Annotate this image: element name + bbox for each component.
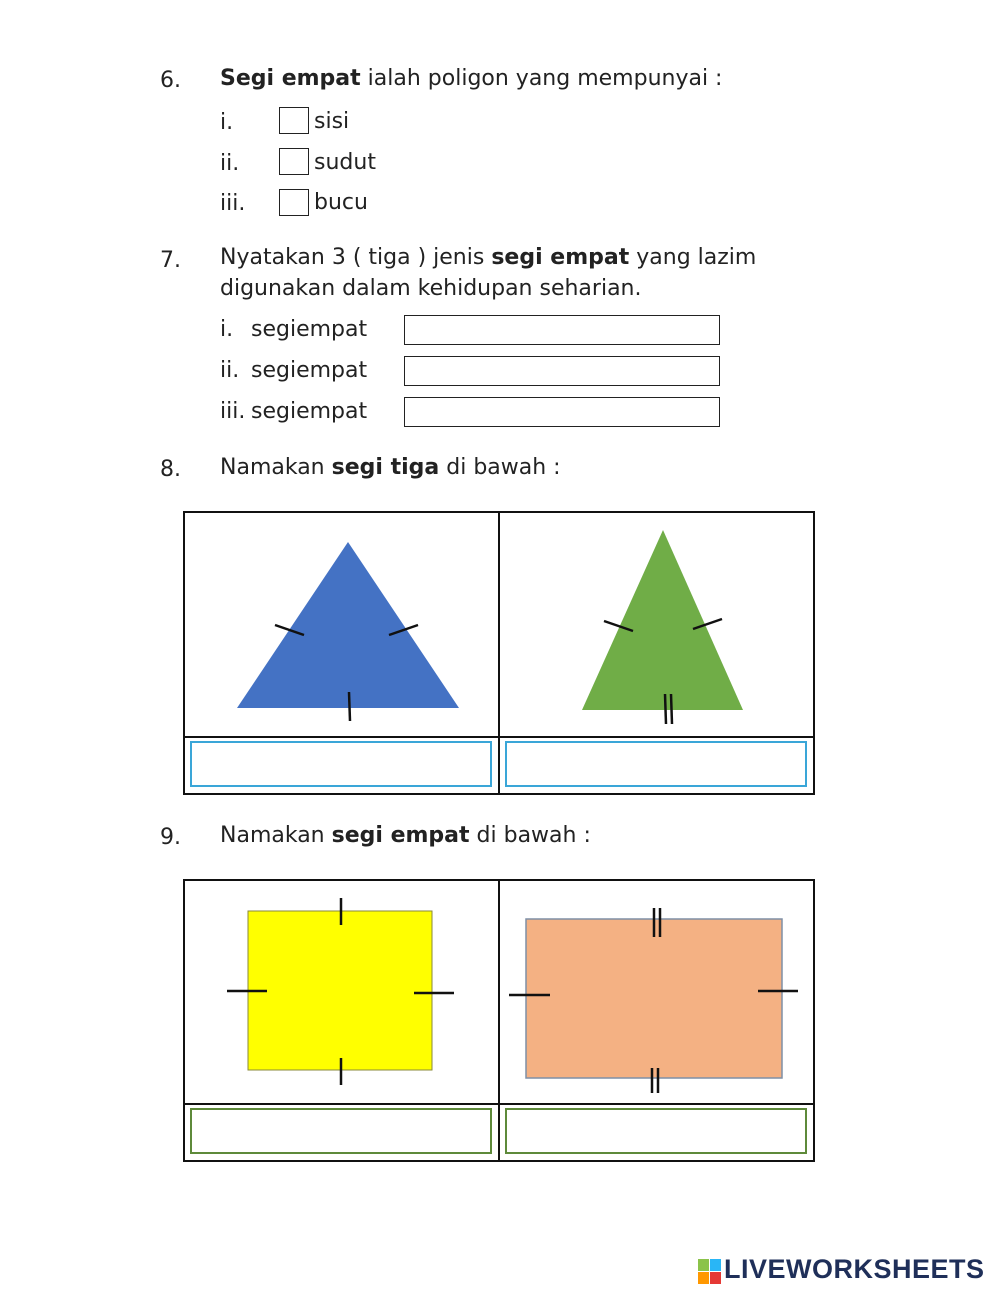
q6-question [220, 64, 722, 94]
q6-roman-3: iii. [220, 191, 246, 216]
q6-label-2: sudut [314, 150, 376, 175]
q9-rectangle [500, 881, 813, 1102]
q8-triangle-equilateral [185, 513, 497, 735]
q6-roman-2: ii. [220, 151, 240, 176]
tick-mark-bottom [349, 692, 350, 721]
q7-line1-bold: segi empat [491, 245, 630, 270]
q6-number: 6. [160, 68, 181, 93]
q9-answer-field-2[interactable] [505, 1108, 807, 1154]
liveworksheets-logo [698, 1254, 993, 1287]
q8-bold: segi tiga [331, 455, 440, 480]
q7-line1-pre: Nyatakan 3 ( tiga ) jenis [220, 245, 492, 270]
q8-table-divider-horizontal [183, 736, 815, 738]
q9-table-divider-horizontal [183, 1103, 815, 1105]
q8-question [220, 453, 561, 483]
q8-answer-field-2[interactable] [505, 741, 807, 787]
q8-answer-field-1[interactable] [190, 741, 492, 787]
brand-name: LIVEWORKSHEETS [724, 1254, 985, 1284]
rectangle-shape [526, 919, 782, 1078]
q8-pre: Namakan [220, 455, 332, 480]
q6-roman-1: i. [220, 110, 234, 135]
q7-label-2: segiempat [251, 358, 368, 383]
q8-triangle-isosceles [500, 513, 813, 735]
q7-roman-1: i. [220, 317, 234, 342]
q7-line1-post: yang lazim [629, 245, 757, 270]
q7-answer-field-1[interactable] [404, 315, 720, 345]
q6-answer-box-2[interactable] [279, 148, 309, 175]
q9-pre: Namakan [220, 823, 332, 848]
q9-square [185, 881, 497, 1102]
q6-bold: Segi empat [220, 66, 361, 91]
q7-label-3: segiempat [251, 399, 368, 424]
lws-blocks-icon [698, 1259, 722, 1285]
q7-question-line2: digunakan dalam kehidupan seharian. [220, 276, 642, 301]
q7-answer-field-3[interactable] [404, 397, 720, 427]
q7-label-1: segiempat [251, 317, 368, 342]
q6-answer-box-1[interactable] [279, 107, 309, 134]
q9-number: 9. [160, 825, 181, 850]
q7-number: 7. [160, 248, 181, 273]
q6-label-3: bucu [314, 190, 368, 215]
q9-question [220, 821, 591, 851]
q8-number: 8. [160, 457, 181, 482]
q6-label-1: sisi [314, 109, 350, 134]
equilateral-triangle-shape [237, 542, 459, 708]
q9-bold: segi empat [331, 823, 470, 848]
q7-question-line1 [220, 243, 756, 273]
double-tick-bottom-1 [665, 694, 666, 724]
square-shape [248, 911, 432, 1070]
q6-answer-box-3[interactable] [279, 189, 309, 216]
q9-post: di bawah : [469, 823, 591, 848]
double-tick-bottom-2 [671, 694, 672, 724]
q6-rest: ialah poligon yang mempunyai : [360, 66, 723, 91]
q7-roman-2: ii. [220, 358, 240, 383]
q9-answer-field-1[interactable] [190, 1108, 492, 1154]
q7-roman-3: iii. [220, 399, 246, 424]
q8-post: di bawah : [439, 455, 561, 480]
q7-answer-field-2[interactable] [404, 356, 720, 386]
